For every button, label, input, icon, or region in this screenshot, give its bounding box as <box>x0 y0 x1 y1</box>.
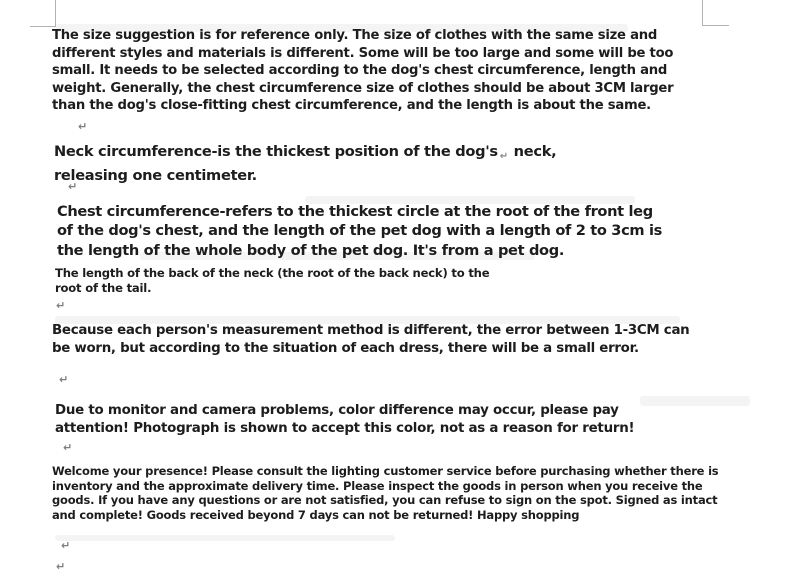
text-line: inventory and the approximate delivery time. Please inspect the goods in person when you receive the <box>52 478 703 493</box>
paragraph-measurement-error <box>52 322 689 358</box>
text-line: The length of the back of the neck (the root of the back neck) to the <box>55 266 490 280</box>
paragraph-back-length <box>55 266 489 296</box>
paragraph-size-note <box>52 27 673 115</box>
text-line: releasing one centimeter. <box>54 166 257 184</box>
text-line: The size suggestion is for reference only. The size of clothes with the same size and <box>52 28 658 43</box>
text-line: the length of the whole body of the pet dog. It's from a pet dog. <box>57 241 565 259</box>
paragraph-welcome-policy <box>52 464 718 523</box>
text-line: than the dog's close-fitting chest circumference, and the length is about the same. <box>52 98 651 114</box>
paragraph-mark: ↵ <box>56 299 66 312</box>
paragraph-chest-circumference <box>57 202 662 260</box>
paragraph-mark: ↵ <box>61 539 71 552</box>
paragraph-mark: ↵ <box>59 373 69 386</box>
text-segment: Neck circumference-is the thickest position of the dog's <box>54 143 498 160</box>
text-line: and complete! Goods received beyond 7 days can not be returned! Happy shopping <box>52 508 580 523</box>
scan-artifact <box>55 535 395 541</box>
scan-artifact <box>640 396 750 406</box>
text-line: small. It needs to be selected according to the dog's chest circumference, length and <box>52 63 668 79</box>
text-line: Welcome your presence! Please consult the lighting customer service before purchasing whether there is <box>52 464 719 478</box>
text-line: Chest circumference-refers to the thickest circle at the root of the front leg <box>57 203 653 220</box>
text-segment: neck, <box>508 143 557 160</box>
paragraph-color-difference <box>55 402 634 438</box>
paragraph-mark: ↵ <box>68 180 78 193</box>
text-line: Due to monitor and camera problems, color difference may occur, please pay <box>55 403 619 418</box>
text-line: attention! Photograph is shown to accept this color, not as a reason for return! <box>55 420 635 436</box>
paragraph-mark: ↵ <box>78 120 88 133</box>
text-line: be worn, but according to the situation of each dress, there will be a small error. <box>52 340 639 356</box>
text-line: goods. If you have any questions or are not satisfied, you can refuse to sign on the spot. Signed as intact <box>52 493 718 508</box>
text-line <box>54 143 556 167</box>
paragraph-neck-circumference <box>54 143 556 186</box>
corner-crop-mark-top-left <box>30 0 56 27</box>
text-line: root of the tail. <box>55 281 152 295</box>
text-line: of the dog's chest, and the length of the pet dog with a length of 2 to 3cm is <box>57 222 662 240</box>
paragraph-mark: ↵ <box>63 441 73 454</box>
corner-crop-mark-top-right <box>702 0 729 26</box>
text-line: weight. Generally, the chest circumference size of clothes should be about 3CM larger <box>52 80 674 96</box>
text-line: different styles and materials is different. Some will be too large and some will be too <box>52 45 674 61</box>
paragraph-mark-inline: ↵ <box>499 151 508 162</box>
text-line: Because each person's measurement method is different, the error between 1-3CM can <box>52 323 690 338</box>
paragraph-mark: ↵ <box>56 560 66 573</box>
